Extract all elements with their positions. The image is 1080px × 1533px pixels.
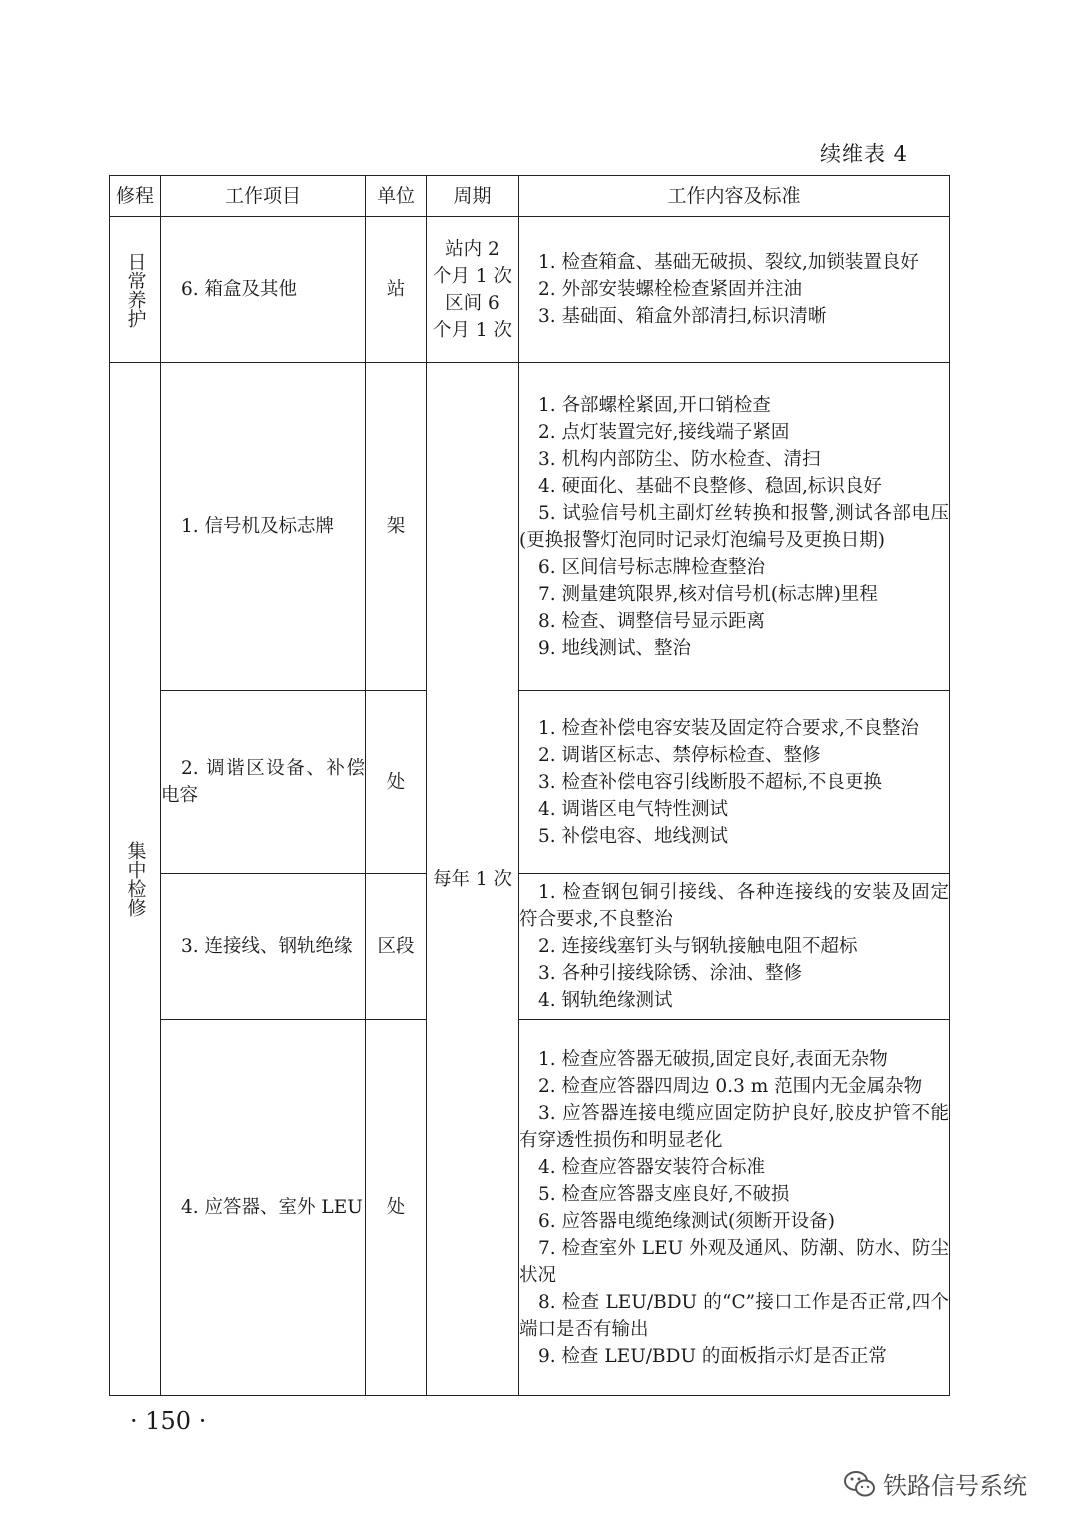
table-row xyxy=(110,1020,950,1396)
header-cell: 工作内容及标准 xyxy=(519,176,950,217)
content-line: 4. 钢轨绝缘测试 xyxy=(538,990,673,1011)
content-line: 4. 检查应答器安装符合标准 xyxy=(538,1156,766,1178)
content-line: 1. 各部螺栓紧固,开口销检查 xyxy=(538,394,771,416)
unit-cell: 处 xyxy=(366,1020,427,1396)
header-cell: 单位 xyxy=(366,176,427,217)
content-cell xyxy=(519,217,950,363)
watermark-text: 铁路信号系统 xyxy=(883,1472,1027,1500)
category-cell xyxy=(110,217,161,363)
content-line: 1. 检查补偿电容安装及固定符合要求,不良整治 xyxy=(538,717,919,739)
work-item-cell: 2. 调谐区设备、补偿电容 xyxy=(161,691,366,874)
content-cell xyxy=(519,1020,950,1396)
cycle-cell xyxy=(427,217,519,363)
header-cell: 修程 xyxy=(110,176,161,217)
content-cell xyxy=(519,363,950,691)
cycle-line: 个月 1 次 xyxy=(432,265,513,287)
content-line: 3. 应答器连接电缆应固定防护良好,胶皮护管不能有穿透性损伤和明显老化 xyxy=(519,1102,949,1151)
content-line: 5. 检查应答器支座良好,不破损 xyxy=(538,1183,790,1205)
content-line: 6. 应答器电缆绝缘测试(须断开设备) xyxy=(538,1210,835,1232)
header-cell: 周期 xyxy=(427,176,519,217)
table-caption: 续维表 4 xyxy=(820,142,909,166)
content-line: 5. 补偿电容、地线测试 xyxy=(538,825,729,847)
content-line: 7. 检查室外 LEU 外观及通风、防潮、防水、防尘状况 xyxy=(519,1237,949,1286)
cycle-line: 个月 1 次 xyxy=(432,319,513,341)
content-cell xyxy=(519,874,950,1020)
unit-cell: 站 xyxy=(366,217,427,363)
content-line: 5. 试验信号机主副灯丝转换和报警,测试各部电压(更换报警灯泡同时记录灯泡编号及更换日期) xyxy=(519,502,949,551)
cycle-line: 区间 6 xyxy=(445,292,500,314)
content-line: 9. 地线测试、整治 xyxy=(538,637,692,659)
table-row xyxy=(110,217,950,363)
unit-cell: 架 xyxy=(366,363,427,691)
content-line: 2. 检查应答器四周边 0.3 m 范围内无金属杂物 xyxy=(538,1075,923,1097)
content-line: 3. 机构内部防尘、防水检查、清扫 xyxy=(538,448,821,470)
content-line: 4. 调谐区电气特性测试 xyxy=(538,798,729,820)
content-line: 2. 连接线塞钉头与钢轨接触电阻不超标 xyxy=(538,936,858,957)
content-line: 3. 基础面、箱盒外部清扫,标识清晰 xyxy=(538,306,827,327)
content-line: 2. 调谐区标志、禁停标检查、整修 xyxy=(538,744,821,766)
table-row xyxy=(110,363,950,691)
watermark xyxy=(843,1466,1027,1501)
content-line: 7. 测量建筑限界,核对信号机(标志牌)里程 xyxy=(538,583,878,605)
content-line: 2. 外部安装螺栓检查紧固并注油 xyxy=(538,279,803,300)
table-row xyxy=(110,691,950,874)
content-line: 1. 检查钢包铜引接线、各种连接线的安装及固定符合要求,不良整治 xyxy=(519,882,949,930)
header-cell: 工作项目 xyxy=(161,176,366,217)
category-label: 日常养护 xyxy=(124,251,147,328)
work-item-cell: 4. 应答器、室外 LEU xyxy=(161,1020,366,1396)
work-item-cell: 3. 连接线、钢轨绝缘 xyxy=(161,874,366,1020)
maintenance-table xyxy=(109,175,950,1396)
content-line: 4. 硬面化、基础不良整修、稳固,标识良好 xyxy=(538,475,882,497)
content-line: 8. 检查、调整信号显示距离 xyxy=(538,610,766,632)
wechat-icon xyxy=(843,1469,877,1499)
unit-cell: 处 xyxy=(366,691,427,874)
content-line: 3. 各种引接线除锈、涂油、整修 xyxy=(538,963,803,984)
unit-cell: 区段 xyxy=(366,874,427,1020)
work-item-cell: 6. 箱盒及其他 xyxy=(161,217,366,363)
header-row xyxy=(110,176,950,217)
content-line: 6. 区间信号标志牌检查整治 xyxy=(538,556,766,578)
content-line: 8. 检查 LEU/BDU 的“C”接口工作是否正常,四个端口是否有输出 xyxy=(519,1291,949,1340)
content-line: 2. 点灯装置完好,接线端子紧固 xyxy=(538,421,790,443)
cycle-line: 站内 2 xyxy=(445,238,500,260)
content-line: 3. 检查补偿电容引线断股不超标,不良更换 xyxy=(538,771,882,793)
category-label: 集中检修 xyxy=(124,841,147,917)
cycle-cell: 每年 1 次 xyxy=(427,363,519,1396)
page-number: · 150 · xyxy=(130,1407,207,1435)
content-line: 9. 检查 LEU/BDU 的面板指示灯是否正常 xyxy=(538,1345,887,1367)
content-cell xyxy=(519,691,950,874)
work-item-cell: 1. 信号机及标志牌 xyxy=(161,363,366,691)
content-line: 1. 检查应答器无破损,固定良好,表面无杂物 xyxy=(538,1048,888,1070)
category-cell xyxy=(110,363,161,1396)
content-line: 1. 检查箱盒、基础无破损、裂纹,加锁装置良好 xyxy=(538,252,919,273)
table-row xyxy=(110,874,950,1020)
